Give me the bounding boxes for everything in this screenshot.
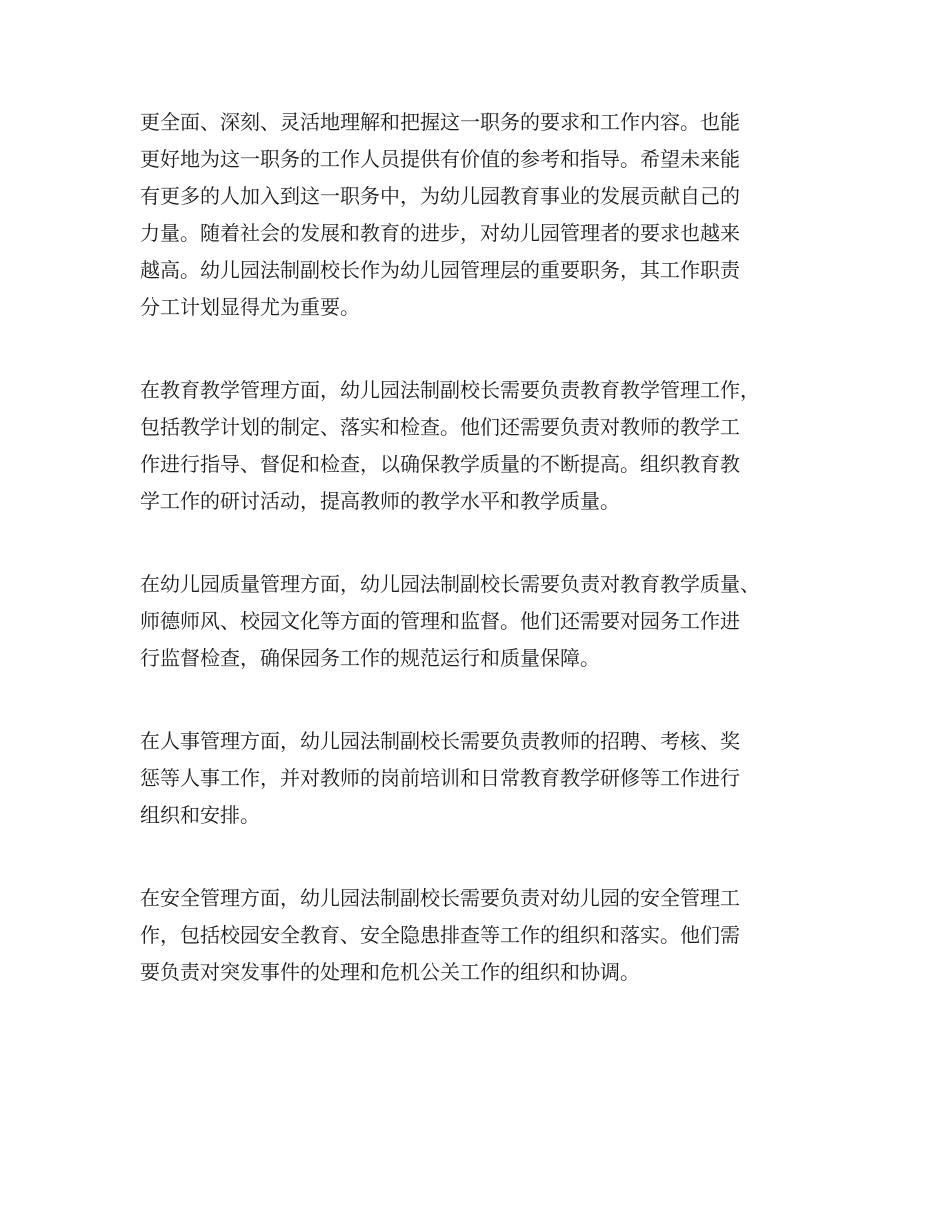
paragraph-spacer bbox=[140, 834, 840, 880]
text-line: 在教育教学管理方面，幼儿园法制副校长需要负责教育教学管理工作， bbox=[140, 378, 760, 402]
paragraph-safety-management bbox=[140, 880, 840, 991]
text-line: 力量。随着社会的发展和教育的进步，对幼儿园管理者的要求也越来 bbox=[140, 221, 740, 245]
text-line: 作，包括校园安全教育、安全隐患排查等工作的组织和落实。他们需 bbox=[140, 923, 740, 947]
paragraph-spacer bbox=[140, 326, 840, 372]
text-line: 要负责对突发事件的处理和危机公关工作的组织和协调。 bbox=[140, 960, 640, 984]
text-line: 学工作的研讨活动，提高教师的教学水平和教学质量。 bbox=[140, 489, 620, 513]
document-body bbox=[140, 104, 840, 991]
text-line: 越高。幼儿园法制副校长作为幼儿园管理层的重要职务，其工作职责 bbox=[140, 258, 740, 282]
text-line: 师德师风、校园文化等方面的管理和监督。他们还需要对园务工作进 bbox=[140, 609, 740, 633]
text-line: 组织和安排。 bbox=[140, 803, 260, 827]
paragraph-spacer bbox=[140, 520, 840, 566]
text-line: 在幼儿园质量管理方面，幼儿园法制副校长需要负责对教育教学质量、 bbox=[140, 572, 760, 596]
text-line: 行监督检查，确保园务工作的规范运行和质量保障。 bbox=[140, 646, 600, 670]
text-line: 包括教学计划的制定、落实和检查。他们还需要负责对教师的教学工 bbox=[140, 415, 740, 439]
paragraph-spacer bbox=[140, 677, 840, 723]
text-line: 更全面、深刻、灵活地理解和把握这一职务的要求和工作内容。也能 bbox=[140, 110, 740, 134]
text-line: 在安全管理方面，幼儿园法制副校长需要负责对幼儿园的安全管理工 bbox=[140, 886, 740, 910]
text-line: 惩等人事工作，并对教师的岗前培训和日常教育教学研修等工作进行 bbox=[140, 766, 740, 790]
paragraph-teaching-management bbox=[140, 372, 840, 520]
paragraph-quality-management bbox=[140, 566, 840, 677]
paragraph-personnel-management bbox=[140, 723, 840, 834]
text-line: 更好地为这一职务的工作人员提供有价值的参考和指导。希望未来能 bbox=[140, 147, 740, 171]
text-line: 作进行指导、督促和检查，以确保教学质量的不断提高。组织教育教 bbox=[140, 452, 740, 476]
paragraph-intro bbox=[140, 104, 840, 326]
text-line: 在人事管理方面，幼儿园法制副校长需要负责教师的招聘、考核、奖 bbox=[140, 729, 740, 753]
text-line: 分工计划显得尤为重要。 bbox=[140, 295, 360, 319]
text-line: 有更多的人加入到这一职务中，为幼儿园教育事业的发展贡献自己的 bbox=[140, 184, 740, 208]
